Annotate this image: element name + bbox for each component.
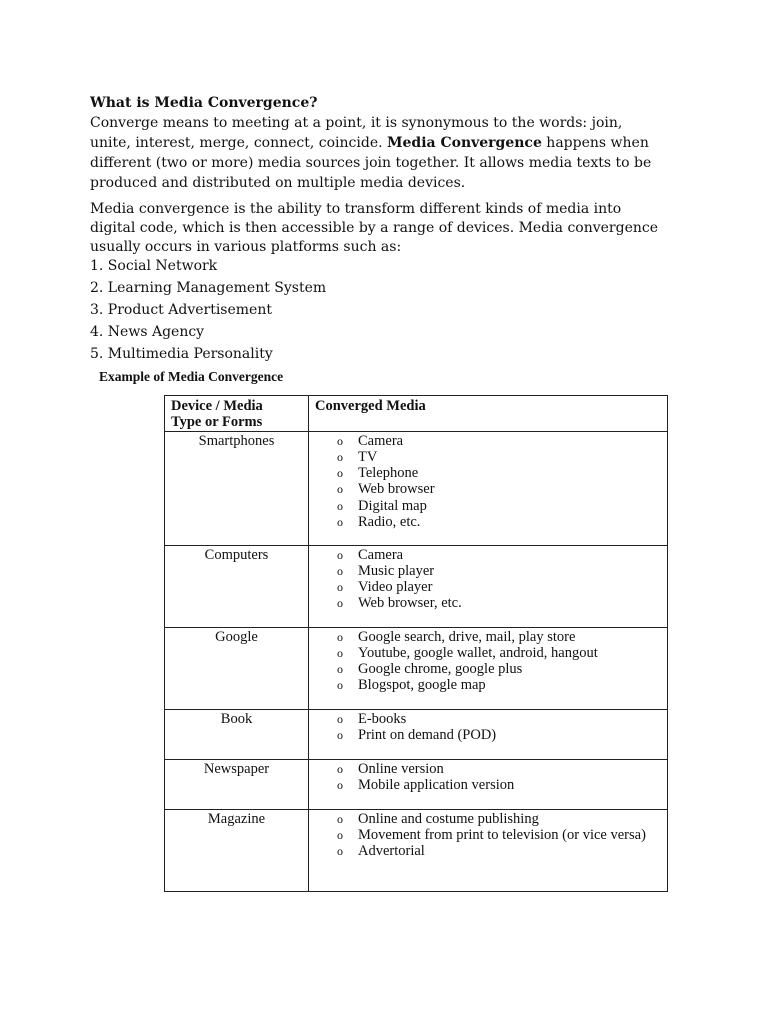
media-item-text: Camera: [358, 432, 404, 449]
media-item: [337, 761, 661, 777]
circle-bullet-icon: o: [337, 645, 343, 660]
media-item-text: Youtube, google wallet, android, hangout: [358, 644, 598, 661]
list-item: 4. News Agency: [90, 324, 205, 340]
circle-bullet-icon: o: [337, 844, 343, 859]
header-converged-media: Converged Media: [309, 396, 668, 432]
device-cell: Google: [165, 627, 309, 709]
circle-bullet-icon: o: [337, 580, 343, 595]
circle-bullet-icon: o: [337, 449, 343, 464]
media-list: [337, 811, 661, 860]
media-item: [337, 433, 661, 449]
circle-bullet-icon: o: [337, 727, 343, 742]
header-text: Type or Forms: [171, 414, 263, 431]
circle-bullet-icon: o: [337, 547, 343, 562]
media-item-text: Online and costume publishing: [358, 810, 539, 827]
list-item: 5. Multimedia Personality: [90, 346, 273, 362]
media-item-text: Movement from print to television (or vice versa): [358, 826, 646, 843]
media-item: [337, 514, 661, 530]
media-item: [337, 629, 661, 645]
media-cell: [309, 809, 668, 891]
circle-bullet-icon: o: [337, 433, 343, 448]
explanation-paragraph: [90, 200, 690, 257]
media-item: [337, 563, 661, 579]
media-cell: [309, 545, 668, 627]
circle-bullet-icon: o: [337, 563, 343, 578]
table-row: [165, 431, 668, 545]
paragraph-line: different (two or more) media sources join together. It allows media texts to be: [90, 155, 652, 171]
paragraph-line: Media convergence is the ability to transform different kinds of media into: [90, 201, 622, 217]
table-header-row: [165, 396, 668, 432]
media-item-text: Print on demand (POD): [358, 726, 497, 743]
media-item-text: Web browser: [358, 481, 435, 498]
circle-bullet-icon: o: [337, 761, 343, 776]
table-row: [165, 809, 668, 891]
device-cell: Newspaper: [165, 759, 309, 809]
device-cell: Book: [165, 709, 309, 759]
media-item-text: Digital map: [358, 497, 427, 514]
circle-bullet-icon: o: [337, 596, 343, 611]
media-cell: [309, 759, 668, 809]
media-item-text: Advertorial: [358, 843, 425, 860]
media-item: [337, 843, 661, 859]
paragraph-line: [90, 133, 690, 153]
media-item-text: Video player: [358, 579, 433, 596]
section-heading: What is Media Convergence?: [90, 95, 318, 111]
paragraph-line: produced and distributed on multiple media devices.: [90, 175, 466, 191]
media-item: [337, 498, 661, 514]
paragraph-line: usually occurs in various platforms such as:: [90, 239, 402, 255]
media-item: [337, 661, 661, 677]
circle-bullet-icon: o: [337, 629, 343, 644]
media-item-text: Mobile application version: [358, 776, 515, 793]
media-item: [337, 711, 661, 727]
paragraph-text: unite, interest, merge, connect, coincide.: [90, 135, 388, 151]
media-item-text: Radio, etc.: [358, 514, 421, 531]
media-item: [337, 677, 661, 693]
media-list: [337, 433, 661, 531]
bold-term: Media Convergence: [387, 135, 542, 151]
media-item-text: Music player: [358, 562, 435, 579]
table-caption: Example of Media Convergence: [99, 369, 284, 384]
device-cell: Smartphones: [165, 431, 309, 545]
circle-bullet-icon: o: [337, 811, 343, 826]
table-row: [165, 545, 668, 627]
media-item: [337, 727, 661, 743]
circle-bullet-icon: o: [337, 498, 343, 513]
media-list: [337, 761, 661, 794]
media-convergence-table: [164, 395, 668, 892]
circle-bullet-icon: o: [337, 711, 343, 726]
media-list: [337, 629, 661, 694]
media-item-text: Camera: [358, 546, 404, 563]
table-row: [165, 709, 668, 759]
paragraph-line: Converge means to meeting at a point, it is synonymous to the words: join,: [90, 115, 623, 131]
media-item-text: Telephone: [358, 465, 419, 482]
media-item: [337, 645, 661, 661]
media-list: [337, 711, 661, 744]
header-device: [165, 396, 309, 432]
media-cell: [309, 431, 668, 545]
media-item-text: E-books: [358, 710, 407, 727]
media-item-text: Google chrome, google plus: [358, 661, 523, 678]
media-item: [337, 449, 661, 465]
circle-bullet-icon: o: [337, 678, 343, 693]
media-item: [337, 579, 661, 595]
media-item: [337, 827, 661, 843]
paragraph-text: happens when: [541, 135, 649, 151]
media-item: [337, 595, 661, 611]
media-list: [337, 547, 661, 612]
paragraph-line: digital code, which is then accessible by a range of devices. Media convergence: [90, 220, 659, 236]
media-item-text: Blogspot, google map: [358, 677, 486, 694]
device-cell: Magazine: [165, 809, 309, 891]
media-item: [337, 547, 661, 563]
media-item: [337, 481, 661, 497]
media-item-text: Online version: [358, 760, 444, 777]
header-text: Device / Media: [171, 398, 263, 414]
circle-bullet-icon: o: [337, 827, 343, 842]
device-cell: Computers: [165, 545, 309, 627]
list-item: 3. Product Advertisement: [90, 302, 272, 318]
circle-bullet-icon: o: [337, 515, 343, 530]
definition-paragraph: [90, 113, 690, 193]
table-row: [165, 627, 668, 709]
list-item: 1. Social Network: [90, 258, 218, 274]
media-item: [337, 465, 661, 481]
media-item-text: Web browser, etc.: [358, 595, 462, 612]
media-item-text: TV: [358, 448, 378, 465]
media-cell: [309, 627, 668, 709]
list-item: 2. Learning Management System: [90, 280, 327, 296]
circle-bullet-icon: o: [337, 777, 343, 792]
platform-list: [90, 255, 326, 365]
media-item-text: Google search, drive, mail, play store: [358, 628, 576, 645]
media-cell: [309, 709, 668, 759]
media-item: [337, 777, 661, 793]
circle-bullet-icon: o: [337, 482, 343, 497]
circle-bullet-icon: o: [337, 662, 343, 677]
media-item: [337, 811, 661, 827]
table-row: [165, 759, 668, 809]
circle-bullet-icon: o: [337, 466, 343, 481]
